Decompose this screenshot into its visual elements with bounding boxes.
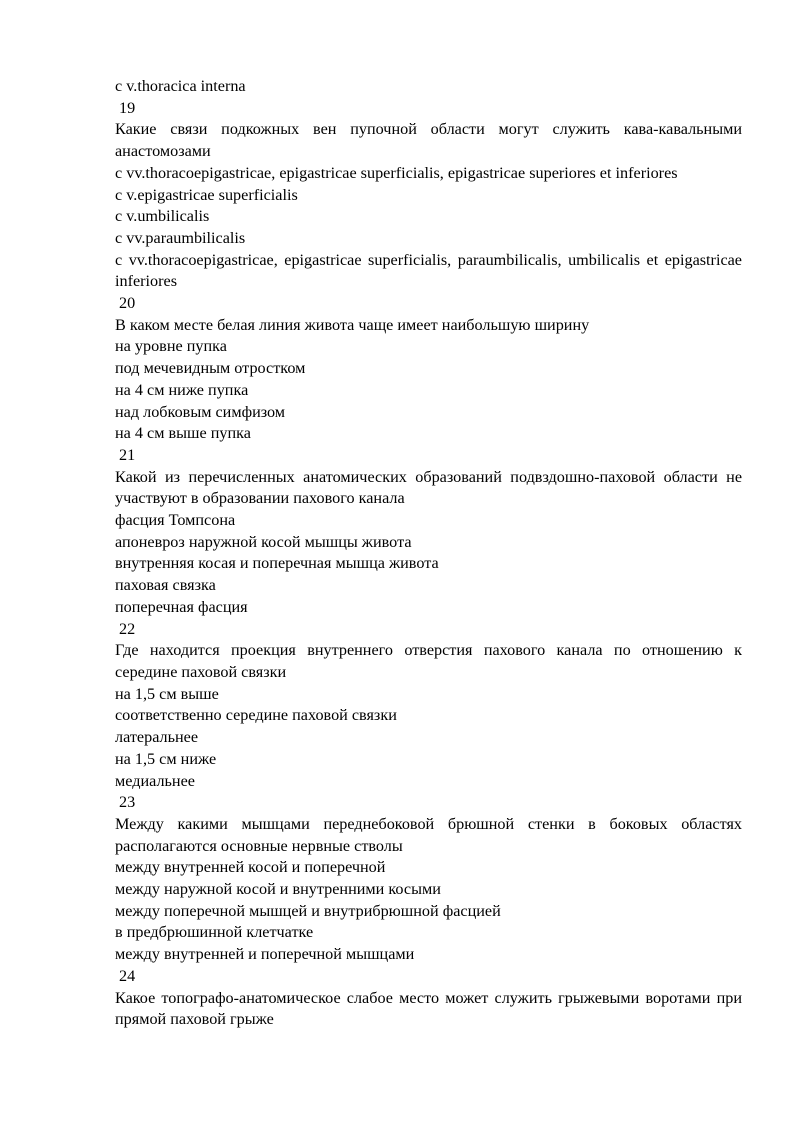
question-block bbox=[115, 619, 742, 793]
answer-option: соответственно середине паховой связки bbox=[115, 706, 397, 725]
answer-option: паховая связка bbox=[115, 576, 216, 595]
question-list bbox=[115, 98, 742, 1031]
answer-option: с vv.paraumbilicalis bbox=[115, 228, 246, 247]
answer-option: на 4 см ниже пупка bbox=[115, 380, 249, 399]
answer-option: на 1,5 см ниже bbox=[115, 749, 217, 768]
question-block bbox=[115, 966, 742, 1031]
answer-option: фасция Томпсона bbox=[115, 511, 236, 530]
question-number: 21 bbox=[115, 445, 136, 464]
answer-option: между внутренней косой и поперечной bbox=[115, 858, 386, 877]
question-text: Где находится проекция внутреннего отверстия пахового канала по отношению к середине паховой связки bbox=[115, 641, 742, 681]
question-block bbox=[115, 293, 742, 445]
answer-option: медиальнее bbox=[115, 771, 195, 790]
answer-option: в предбрюшинной клетчатке bbox=[115, 923, 314, 942]
question-text: Какие связи подкожных вен пупочной области могут служить кава-кавальными анастомозами bbox=[115, 120, 742, 161]
answer-option: внутренняя косая и поперечная мышца живота bbox=[115, 554, 439, 573]
question-text: В каком месте белая линия живота чаще имеет наибольшую ширину bbox=[115, 315, 590, 334]
answer-option: на уровне пупка bbox=[115, 337, 227, 356]
question-block bbox=[115, 98, 742, 293]
question-block bbox=[115, 445, 742, 619]
question-block bbox=[115, 792, 742, 966]
answer-option: апоневроз наружной косой мышцы живота bbox=[115, 532, 412, 551]
answer-option: с vv.thoracoepigastricae, epigastricae superficialis, paraumbilicalis, umbilicalis et epigastricae inferiores bbox=[115, 250, 742, 291]
answer-option: на 4 см выше пупка bbox=[115, 424, 251, 443]
answer-option: с v.umbilicalis bbox=[115, 207, 210, 226]
question-text: Между какими мышцами переднебоковой брюшной стенки в боковых областях располагаются основные нервные стволы bbox=[115, 814, 742, 855]
question-number: 24 bbox=[115, 966, 136, 985]
answer-option: между поперечной мышцей и внутрибрюшной фасцией bbox=[115, 901, 501, 920]
answer-option: с v.thoracica interna bbox=[115, 77, 246, 95]
answer-option: между наружной косой и внутренними косыми bbox=[115, 880, 441, 899]
question-number: 20 bbox=[115, 294, 136, 313]
answer-option: латеральнее bbox=[115, 728, 199, 747]
answer-option: под мечевидным отростком bbox=[115, 359, 306, 378]
answer-option: с vv.thoracoepigastricae, epigastricae superficialis, epigastricae superiores et inferiores bbox=[115, 163, 678, 182]
question-text: Какой из перечисленных анатомических образований подвздошно-паховой области не участвуют в образовании пахового канала bbox=[115, 467, 742, 508]
answer-option: поперечная фасция bbox=[115, 597, 248, 616]
answer-option: между внутренней и поперечной мышцами bbox=[115, 945, 415, 964]
question-number: 22 bbox=[115, 619, 136, 638]
answer-option: над лобковым симфизом bbox=[115, 402, 286, 421]
question-text: Какое топографо-анатомическое слабое место может служить грыжевыми воротами при прямой паховой грыже bbox=[115, 988, 742, 1029]
answer-option: на 1,5 см выше bbox=[115, 684, 219, 703]
document-page bbox=[115, 76, 742, 1031]
question-number: 19 bbox=[115, 98, 136, 117]
answer-option: с v.epigastricae superficialis bbox=[115, 185, 298, 204]
question-number: 23 bbox=[115, 793, 136, 812]
